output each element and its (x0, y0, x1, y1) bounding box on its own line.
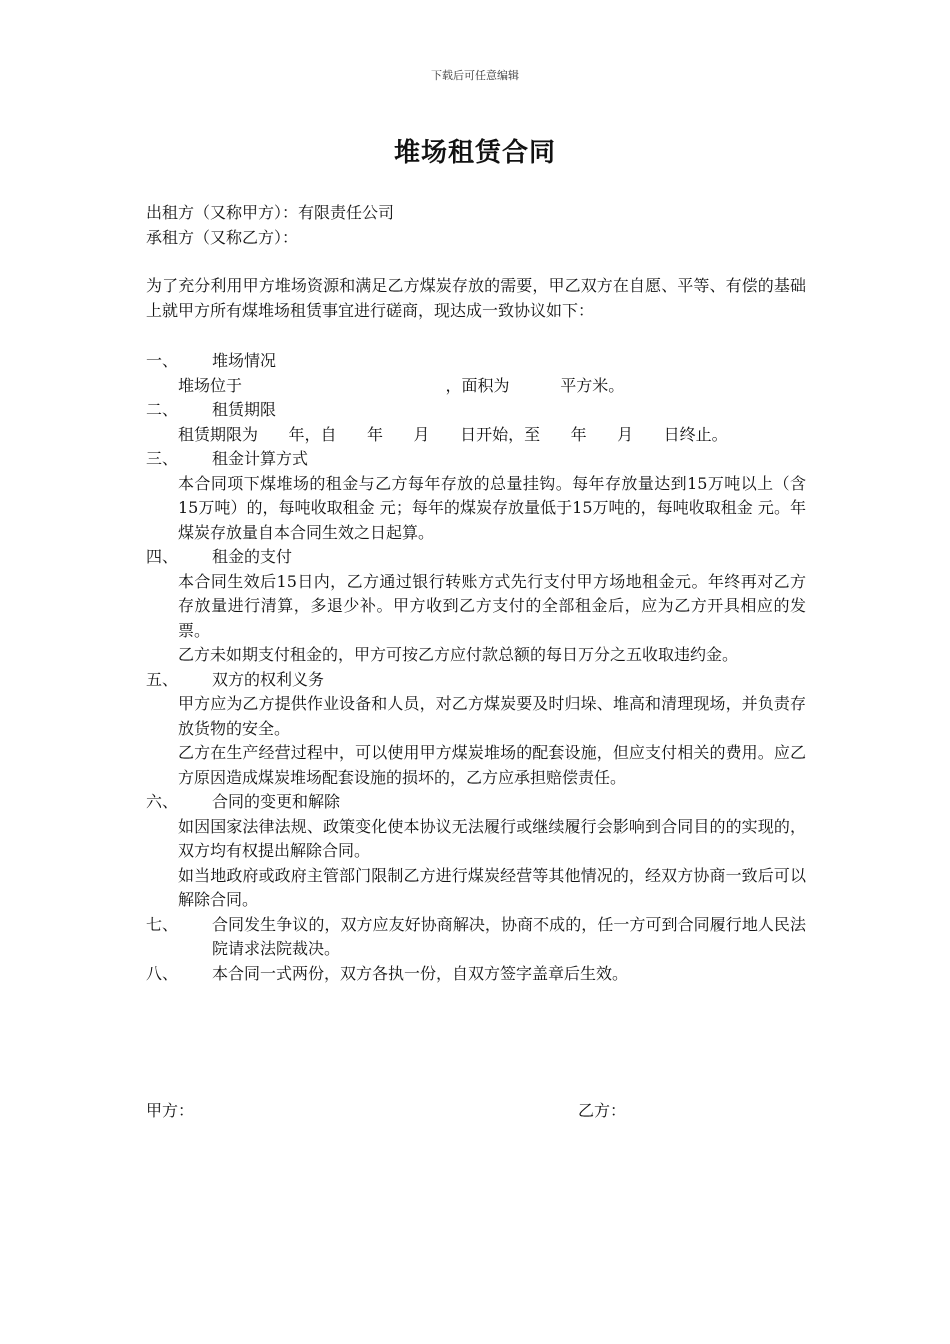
header-note: 下载后可任意编辑 (431, 69, 519, 82)
clause-7 (146, 913, 806, 962)
article-heading (146, 398, 806, 423)
lessee-line: 承租方（又称乙方）： (146, 227, 299, 247)
article-paragraph: 本合同项下煤堆场的租金与乙方每年存放的总量挂钩。每年存放量达到15万吨以上（含15万吨）的，每吨收取租金 元；每年的煤炭存放量低于15万吨的，每吨收取租金 元。年煤炭存放量自本合同生效之日起算。 (178, 473, 806, 542)
article-heading (146, 545, 806, 570)
party-b-signature: 乙方： (578, 1101, 627, 1120)
article-number: 五、 (146, 669, 179, 689)
article-number: 六、 (146, 792, 179, 811)
article-number: 三、 (146, 449, 179, 468)
article-number: 四、 (146, 547, 179, 566)
article-title: 合同的变更和解除 (212, 792, 341, 811)
document-title: 堆场租赁合同 (393, 138, 556, 168)
clause-8-text: 本合同一式两份，双方各执一份，自双方签字盖章后生效。 (212, 963, 629, 983)
article-title: 租金的支付 (212, 547, 293, 566)
article-paragraph: 如当地政府或政府主管部门限制乙方进行煤炭经营等其他情况的，经双方协商一致后可以解除合同。 (178, 865, 806, 909)
clause-8 (146, 962, 806, 987)
article-number: 七、 (146, 914, 179, 934)
article-number: 二、 (146, 400, 179, 419)
article-paragraph: 租赁期限为 年，自 年 月 日开始，至 年 月 日终止。 (178, 424, 728, 444)
clause-7-text: 合同发生争议的，双方应友好协商解决，协商不成的，任一方可到合同履行地人民法院请求法院裁决。 (212, 914, 806, 958)
article-heading (146, 790, 806, 815)
parties-block (146, 201, 806, 250)
article-heading (146, 668, 806, 693)
article-paragraph: 乙方未如期支付租金的，甲方可按乙方应付款总额的每日万分之五收取违约金。 (178, 645, 739, 664)
articles-list (146, 349, 806, 986)
intro-paragraph: 为了充分利用甲方堆场资源和满足乙方煤炭存放的需要，甲乙双方在自愿、平等、有偿的基础上就甲方所有煤堆场租赁事宜进行磋商，现达成一致协议如下： (146, 276, 806, 320)
lessor-line: 出租方（又称甲方）：有限责任公司 (146, 203, 395, 222)
article-title: 堆场情况 (212, 351, 277, 370)
party-a-signature: 甲方： (146, 1101, 195, 1120)
article-paragraph: 甲方应为乙方提供作业设备和人员，对乙方煤炭要及时归垛、堆高和清理现场，并负责存放货物的安全。 (178, 694, 806, 738)
article-title: 租赁期限 (212, 400, 277, 419)
article-heading (146, 349, 806, 374)
article-heading (146, 447, 806, 472)
article-paragraph: 乙方在生产经营过程中，可以使用甲方煤炭堆场的配套设施，但应支付相关的费用。应乙方原因造成煤炭堆场配套设施的损坏的，乙方应承担赔偿责任。 (178, 743, 806, 787)
article-title: 双方的权利义务 (212, 669, 325, 689)
article-paragraph: 堆场位于 ，面积为 平方米。 (178, 375, 625, 395)
article-paragraph: 如因国家法律法规、政策变化使本协议无法履行或继续履行会影响到合同目的的实现的，双方均有权提出解除合同。 (178, 816, 806, 860)
article-paragraph: 本合同生效后15日内，乙方通过银行转账方式先行支付甲方场地租金元。年终再对乙方存放量进行清算，多退少补。甲方收到乙方支付的全部租金后，应为乙方开具相应的发票。 (178, 571, 806, 640)
article-title: 租金计算方式 (212, 449, 309, 468)
article-number: 八、 (146, 963, 179, 983)
article-number: 一、 (146, 351, 179, 370)
